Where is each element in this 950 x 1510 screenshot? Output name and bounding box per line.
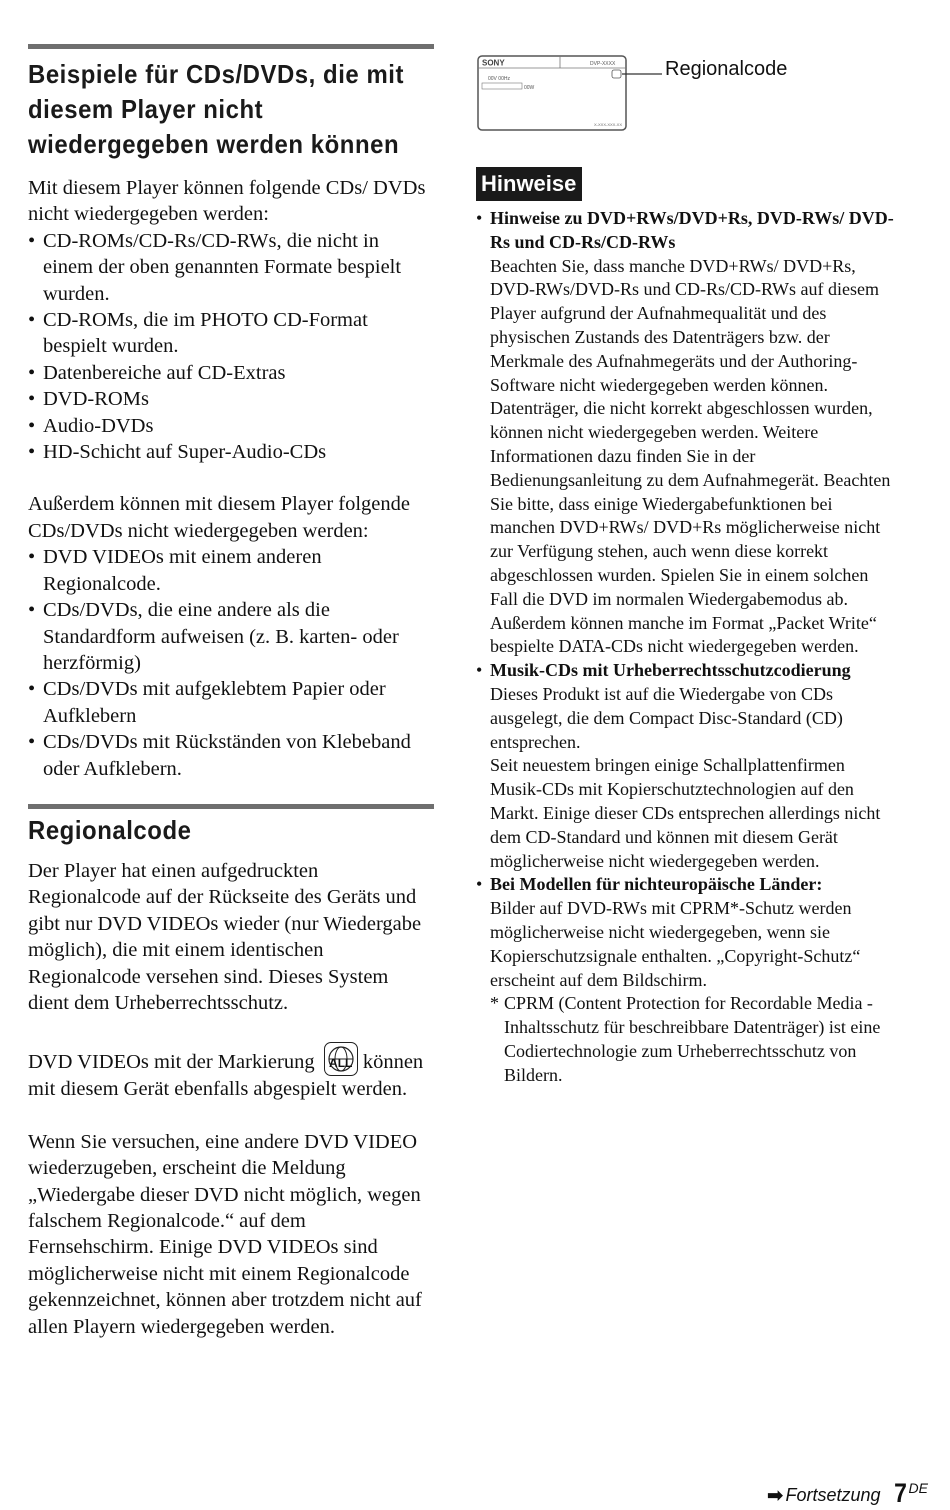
unplayable-list-1: [28, 228, 434, 466]
section-rule: [28, 804, 434, 809]
cprm-footnote: * CPRM (Content Protection for Recordable Media - Inhaltsschutz für beschreibbare Datenträger) ist eine Codiertechnologie zum Urheberrechtsschutz von Bildern.: [490, 992, 896, 1087]
note-heading: • Bei Modellen für nichteuropäische Länder:: [490, 874, 823, 895]
label-watt: 00W: [524, 85, 535, 91]
region-p2-before: DVD VIDEOs mit der Markierung: [28, 1051, 315, 1074]
list-item: • Datenbereiche auf CD-Extras: [28, 360, 434, 386]
note-item: [476, 207, 896, 659]
note-paragraph: Seit neuestem bringen einige Schallplattenfirmen Musik-CDs mit Kopierschutztechnologien auf den Markt. Einige dieser CDs entsprechen allerdings nicht dem CD-Standard und können mit diesem Gerät möglicherweise nicht wiedergegeben werden.: [490, 755, 881, 871]
region-paragraph-2: [28, 1042, 434, 1102]
note-paragraph: Beachten Sie, dass manche DVD+RWs/ DVD+Rs, DVD-RWs/DVD-Rs und CD-Rs/CD-RWs auf diesem Player aufgrund der Aufnahmequalität und des physischen Zustands des Datenträgers bzw. der Merkmale des Aufnahmegeräts und der Authoring-Software nicht wiedergegeben werden können. Datenträger, die nicht korrekt abgeschlossen wurden, können nicht wiedergegeben werden. Weitere Informationen dazu finden Sie in der Bedienungsanleitung zu dem Aufnahmegerät. Beachten Sie bitte, dass einige Wiedergabefunktionen bei manchen DVD+RWs/ DVD+Rs möglicherweise nicht zur Verfügung stehen, auch wenn diese korrekt abgeschlossen wurden. Spielen Sie in einem solchen Fall die DVD im normalen Wiedergabemodus ab. Außerdem können manche im Format „Packet Write“ bespielte DATA-CDs nicht wiedergegeben werden.: [490, 255, 891, 657]
unplayable-intro-2: Außerdem können mit diesem Player folgende CDs/DVDs nicht wiedergegeben werden:: [28, 493, 410, 542]
region-paragraph-1: Der Player hat einen aufgedruckten Regionalcode auf der Rückseite des Geräts und gibt nur DVD VIDEOs wieder (nur Wiedergabe möglich), die mit einem identischen Regionalcode versehen sind. Dieses System dient dem Urheberrechtsschutz.: [28, 859, 422, 1014]
continued-arrow-icon: ➡: [766, 1485, 784, 1507]
notes-badge: Hinweise: [476, 167, 582, 201]
list-item: • CDs/DVDs mit aufgeklebtem Papier oder Aufklebern: [28, 676, 434, 729]
all-mark-label: ALL: [329, 1056, 353, 1071]
right-column: [476, 50, 896, 1087]
left-column: [28, 44, 434, 1340]
label-serial: X-XXX-XXX-XX: [594, 122, 623, 127]
rear-label-illustration: [476, 50, 666, 135]
list-item: • CD-ROMs/CD-Rs/CD-RWs, die nicht in einem der oben genannten Formate bespielt wurden.: [28, 228, 434, 307]
region-paragraph-3: Wenn Sie versuchen, eine andere DVD VIDEO wiederzugeben, erscheint die Meldung „Wiedergabe dieser DVD nicht möglich, wegen falschem Regionalcode.“ auf dem Fernsehschirm. Einige DVD VIDEOs sind möglicherweise nicht mit einem Regionalcode gekennzeichnet, können aber trotzdem nicht auf allen Playern wiedergegeben werden.: [28, 1130, 422, 1338]
region-p2-after: können mit diesem Gerät ebenfalls abgespielt werden.: [28, 1051, 424, 1101]
continued-label: Fortsetzung: [785, 1485, 881, 1505]
list-item: • Audio-DVDs: [28, 413, 434, 439]
list-item: • DVD VIDEOs mit einem anderen Regionalcode.: [28, 544, 434, 597]
note-item: [476, 659, 896, 873]
label-voltage: 00V 00Hz: [488, 76, 510, 82]
all-region-globe-icon: [324, 1042, 358, 1076]
note-paragraph: Dieses Produkt ist auf die Wiedergabe von CDs ausgelegt, die dem Compact Disc-Standard (CD) entsprechen.: [490, 683, 843, 752]
label-model: DVP-XXXX: [590, 61, 616, 67]
section-rule: [28, 44, 434, 49]
list-item: • CDs/DVDs, die eine andere als die Standardform aufweisen (z. B. karten- oder herzförmig): [28, 597, 434, 676]
language-code: DE: [908, 1480, 928, 1496]
note-item: [476, 873, 896, 1087]
label-brand: SONY: [482, 58, 505, 68]
region-code-callout: Regionalcode: [665, 58, 788, 80]
note-heading: • Musik-CDs mit Urheberrechtsschutzcodierung: [490, 660, 851, 681]
list-item: • CDs/DVDs mit Rückständen von Klebeband oder Aufklebern.: [28, 729, 434, 782]
note-paragraph: Bilder auf DVD-RWs mit CPRM*-Schutz werden möglicherweise nicht wiedergegeben, wenn sie Kopierschutzsignale enthalten. „Copyright-Schutz“ erscheint auf dem Bildschirm.: [490, 898, 861, 990]
list-item: • DVD-ROMs: [28, 386, 434, 412]
note-heading: • Hinweise zu DVD+RWs/DVD+Rs, DVD-RWs/ DVD-Rs und CD-Rs/CD-RWs: [490, 208, 894, 252]
page-footer: [767, 1478, 928, 1508]
unplayable-intro: Mit diesem Player können folgende CDs/ DVDs nicht wiedergegeben werden:: [28, 177, 426, 226]
list-item: • HD-Schicht auf Super-Audio-CDs: [28, 439, 434, 465]
list-item: • CD-ROMs, die im PHOTO CD-Format bespielt wurden.: [28, 307, 434, 360]
rear-label-diagram: [476, 50, 896, 135]
unplayable-list-2: [28, 544, 434, 782]
notes-list: [476, 207, 896, 1087]
section-title-unplayable: Beispiele für CDs/DVDs, die mit diesem Player nicht wiedergegeben werden können: [28, 59, 405, 159]
section-title-region: Regionalcode: [28, 814, 192, 845]
page-number: 7: [893, 1478, 907, 1508]
